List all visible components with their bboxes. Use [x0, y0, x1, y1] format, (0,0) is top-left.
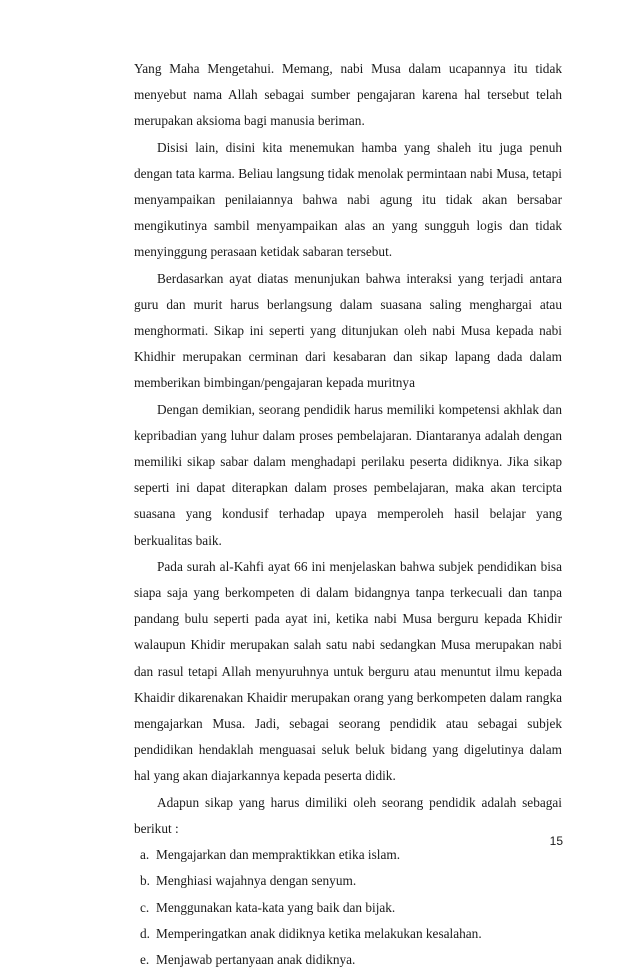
paragraph-dengan-demikian: Dengan demikian, seorang pendidik harus memiliki kompetensi akhlak dan kepribadian yang luhur dalam proses pembelajaran. Diantaranya adalah dengan memiliki sikap sabar dalam menghadapi perilaku peserta didiknya. Jika sikap seperti ini dapat diterapkan dalam proses pembelajaran, maka akan tercipta suasana yang kondusif terhadap upaya memperoleh hasil belajar yang berkualitas baik. [134, 401, 562, 548]
list-marker: c. [140, 899, 150, 915]
paragraph-disisi-lain: Disisi lain, disini kita menemukan hamba yang shaleh itu juga penuh dengan tata karma. Beliau langsung tidak menolak permintaan nabi Musa, tetapi menyampaikan penilaiannya bahwa nabi agung itu tidak akan bersabar mengikutinya sambil menyampaikan alas an yang sungguh logis dan tidak menyinggung perasaan ketidak sabaran tersebut. [134, 139, 562, 260]
list-marker: e. [140, 951, 150, 967]
page-number: 15 [549, 834, 563, 848]
list-item-text: Menjawab pertanyaan anak didiknya. [156, 951, 356, 967]
paragraph-adapun-sikap: Adapun sikap yang harus dimiliki oleh seorang pendidik adalah sebagai berikut : [134, 794, 562, 836]
list-item [134, 868, 562, 894]
paragraph-continuation: Yang Maha Mengetahui. Memang, nabi Musa dalam ucapannya itu tidak menyebut nama Allah sebagai sumber pengajaran karena hal tersebut telah merupakan aksioma bagi manusia beriman. [134, 61, 562, 129]
body-text [134, 56, 562, 973]
list-item-text: Menggunakan kata-kata yang baik dan bijak. [156, 899, 396, 915]
list-item-text: Mengajarkan dan mempraktikkan etika islam. [156, 847, 401, 863]
list-item-text: Memperingatkan anak didiknya ketika melakukan kesalahan. [156, 925, 482, 941]
sikap-pendidik-list [134, 842, 562, 973]
paragraph-berdasarkan-ayat: Berdasarkan ayat diatas menunjukan bahwa interaksi yang terjadi antara guru dan murit harus berlangsung dalam suasana saling menghargai atau menghormati. Sikap ini seperti yang ditunjukan oleh nabi Musa kepada nabi Khidhir merupakan cerminan dari kesabaran dan sikap lapang dada dalam memberikan bimbingan/pengajaran kepada muritnya [134, 270, 562, 391]
list-item [134, 921, 562, 947]
list-marker: b. [140, 873, 150, 889]
list-item [134, 947, 562, 973]
list-marker: a. [140, 847, 150, 863]
list-item [134, 842, 562, 868]
list-item [134, 895, 562, 921]
list-marker: d. [140, 925, 150, 941]
list-item-text: Menghiasi wajahnya dengan senyum. [156, 873, 357, 889]
paragraph-surah-al-kahfi: Pada surah al-Kahfi ayat 66 ini menjelaskan bahwa subjek pendidikan bisa siapa saja yang berkompeten di dalam bidangnya tanpa terkecuali dan tanpa pandang bulu seperti pada ayat ini, ketika nabi Musa berguru kepada Khidir walaupun Khidir merupakan salah satu nabi sedangkan Musa merupakan nabi dan rasul tetapi Allah menyuruhnya untuk berguru atau menuntut ilmu kepada Khaidir dikarenakan Khaidir merupakan orang yang berkompeten dalam rangka mengajarkan Musa. Jadi, sebagai seorang pendidik atau sebagai subjek pendidikan hendaklah menguasai seluk beluk bidang yang digelutinya dalam hal yang akan diajarkannya kepada peserta didik. [134, 558, 562, 784]
